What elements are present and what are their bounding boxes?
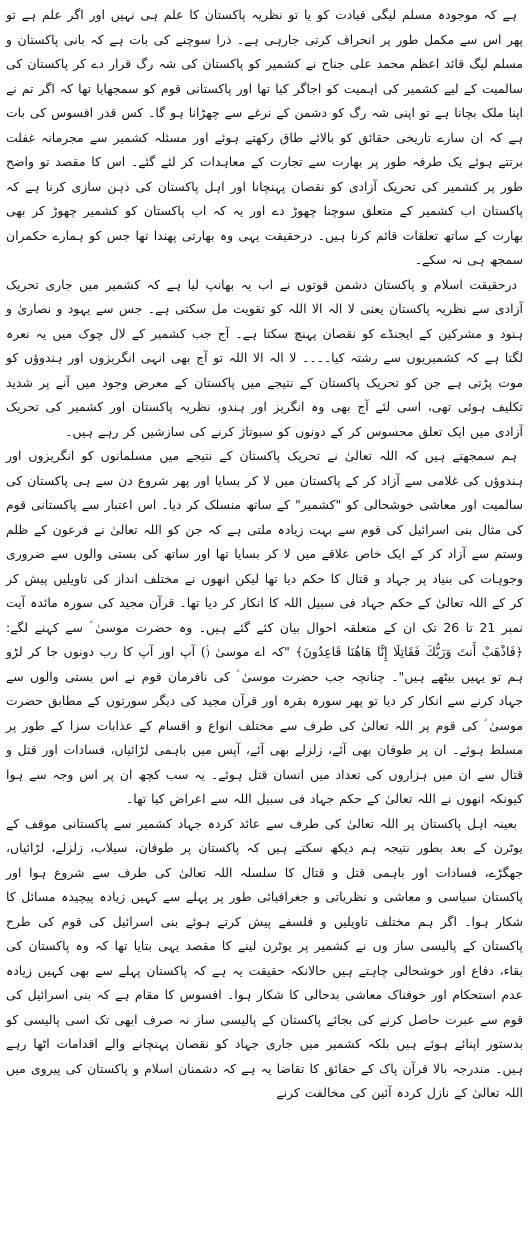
article-paragraph-3: ہم سمجھتے ہیں کہ اللہ تعالیٰ نے تحریک پاکستان کے نتیجے میں مسلمانوں کو انگریزوں اور ہندوؤں کی غلامی سے آزاد کر کے پاکستان میں لا کر بسایا اور پھر شروع دن سے ہی پاکستان کی سالمیت اور معاشی خوشحالی کو "کشمیر" کے ساتھ منسلک کر دیا۔ اس اعتبار سے پاکستانی قوم کی مثال بنی اسرائیل کی قوم سے بہت زیادہ ملتی ہے کہ جن کو اللہ تعالیٰ نے فرعون کے ظلم وستم سے آزاد کر کے ایک خاص علاقے میں لا کر بسایا تھا اور ساتھ کی بستی والوں سے ضروری وجوہات کی بنیاد پر جہاد و قتال کا حکم دیا تھا لیکن انھوں نے مختلف انداز کی تاویلیں پیش کر کر کے اللہ تعالیٰ کے حکم جہاد فی سبیل اللہ کا انکار کر دیا تھا۔ قرآن مجید کی سورہ مائدہ آیت نمبر 21 تا 26 تک ان کے متعلقہ احوال بیان کئے گئے ہیں۔ وہ حضرت موسیٰ ؑ سے کہنے لگے: ﴿فَاذْهَبْ أَنتَ وَرَبُّكَ فَقَاتِلَا إِنَّا هَاهُنَا قَاعِدُونَ﴾ "کہ اے موسیٰ (ؑ) آپ اور آپ کا رب دونوں جا کر لڑو ہم تو یہیں بیٹھے ہیں"۔ چنانچہ جب حضرت موسیٰ ؑ کی نافرمان قوم نے اس بستی والوں سے جہاد کرنے سے انکار کر دیا تو پھر سورہ بقرہ اور قرآن مجید کی دیگر سورتوں کے مطابق حضرت موسیٰ ؑ کی قوم پر اللہ تعالیٰ کی طرف سے مختلف انواع و اقسام کے عذابات سزا کے طور پر مسلط ہوئے۔ ان پر طوفان بھی آئے، زلزلے بھی آئے، آپس میں باہمی لڑائیاں، فسادات اور قتل و قتال سے ان میں ہزاروں کی تعداد میں انسان قتل ہوئے۔ یہ سب کچھ ان پر اس وجہ سے ہوا کیونکہ انھوں نے اللہ تعالیٰ کے حکم جہاد فی سبیل اللہ سے اعراض کیا تھا۔ — [6, 448, 523, 806]
article-paragraph-1: ہے کہ موجودہ مسلم لیگی قیادت کو یا تو نظریہ پاکستان کا علم ہی نہیں اور اگر علم ہے تو پھر اس سے مکمل طور پر انحراف کرتی جارہی ہے۔ ذرا سوچنے کی بات ہے کہ بانی پاکستان و مسلم لیگ قائد اعظم محمد علی جناح نے کشمیر کو پاکستان کی شہ رگ قرار دے کر پاکستان کی سالمیت کے لیے کشمیر کی اہمیت کو اجاگر کیا تھا اور پاکستانی قوم کو سمجھایا تھا کہ اگر تم نے اپنا ملک بچانا ہے تو اپنی شہ رگ کو دشمن کے نرغے سے چھڑانا ہو گا۔ کس قدر افسوس کی بات ہے کہ ان سارے تاریخی حقائق کو بالائے طاق رکھتے ہوئے اور مسئلہ کشمیر سے مجرمانہ غفلت برتتے ہوئے یک طرفہ طور پر بھارت سے تجارت کے معاہدات کر لئے گئے۔ اس کا مقصد تو واضح طور پر کشمیر کی تحریک آزادی کو نقصان پہنچانا اور اہل پاکستان کی ذہن سازی کرنا ہے کہ پاکستان اب کشمیر کے متعلق سوچنا چھوڑ دے اور یہ کہ اب پاکستان کو کشمیر چھوڑ کر بھی بھارت کے ساتھ تعلقات قائم کرنا ہیں۔ درحقیقت یہی وہ بھارتی پھندا تھا جس کو ہمارے حکمران سمجھ ہی نہ سکے۔ — [6, 7, 523, 267]
article-paragraph-2: درحقیقت اسلام و پاکستان دشمن قوتوں نے اب یہ بھانپ لیا ہے کہ کشمیر میں جاری تحریک آزادی سے نظریہ پاکستان یعنی لا الہ الا اللہ کو تقویت مل سکتی ہے۔ جس سے یہود و نصاریٰ و ہنود و مشرکین کے ایجنڈے کو نقصان پہنچ سکتا ہے۔ آج جب کشمیر کے لال چوک میں یہ نعرہ لگتا ہے کہ کشمیریوں سے رشتہ کیا۔۔۔۔ لا الہ الا اللہ تو آج بھی انہی انگریزوں اور ہندوؤں کو موت پڑتی ہے جن کو تحریک پاکستان کے نتیجے میں پاکستان کے معرض وجود میں آنے پر شدید تکلیف ہوئی تھی، اسی لئے آج بھی وہ انگریز اور ہندو، نظریہ پاکستان اور کشمیر کی تحریک آزادی میں ایک تعلق محسوس کر کے دونوں کو سبوتاژ کرنے کی سازشیں کر رہے ہیں۔ — [6, 276, 523, 439]
article-paragraph-4: بعینہ اہل پاکستان پر اللہ تعالیٰ کی طرف سے عائد کردہ جہاد کشمیر سے پاکستانی موقف کے یوٹرن کے بعد بطور نتیجہ ہم دیکھ سکتے ہیں کہ پاکستان پر طوفان، سیلاب، زلزلے، لڑائیاں، جھگڑے، فسادات اور باہمی قتل و قتال کا سلسلہ اللہ تعالیٰ کی طرف سے شروع ہوا اور پاکستان سیاسی و معاشی و نظریاتی و جغرافیائی طور پر پہلے سے کہیں زیادہ پیچیدہ مسائل کا شکار ہوا۔ اگر ہم مختلف تاویلیں و فلسفے پیش کرتے ہوئے بنی اسرائیل کی قوم کی طرح پاکستان کے پالیسی ساز وں نے کشمیر پر یوٹرن لینے کا مقصد یہی بتایا تھا کہ وہ پاکستان کی بقاء، دفاع اور خوشحالی چاہتے ہیں حالانکہ حقیقت یہ ہے کہ پاکستان پہلے سے بھی کہیں زیادہ عدم استحکام اور خوفناک معاشی بدحالی کا شکار ہوا۔ افسوس کا مقام ہے کہ بنی اسرائیل کی قوم سے عبرت حاصل کرنے کی بجائے پاکستان کے پالیسی ساز نہ صرف ابھی تک اسی پالیسی کو بدستور اپنائے ہوئے ہیں بلکہ کشمیر میں جاری جہاد کو نقصان پہنچانے والے اقدامات اٹھا رہے ہیں۔ مندرجہ بالا قرآن پاک کے حقائق کا تقاضا یہ ہے کہ دشمنان اسلام و پاکستان کی پیروی میں اللہ تعالیٰ کے نازل کردہ آئین کی مخالفت کرنے — [6, 815, 523, 1100]
